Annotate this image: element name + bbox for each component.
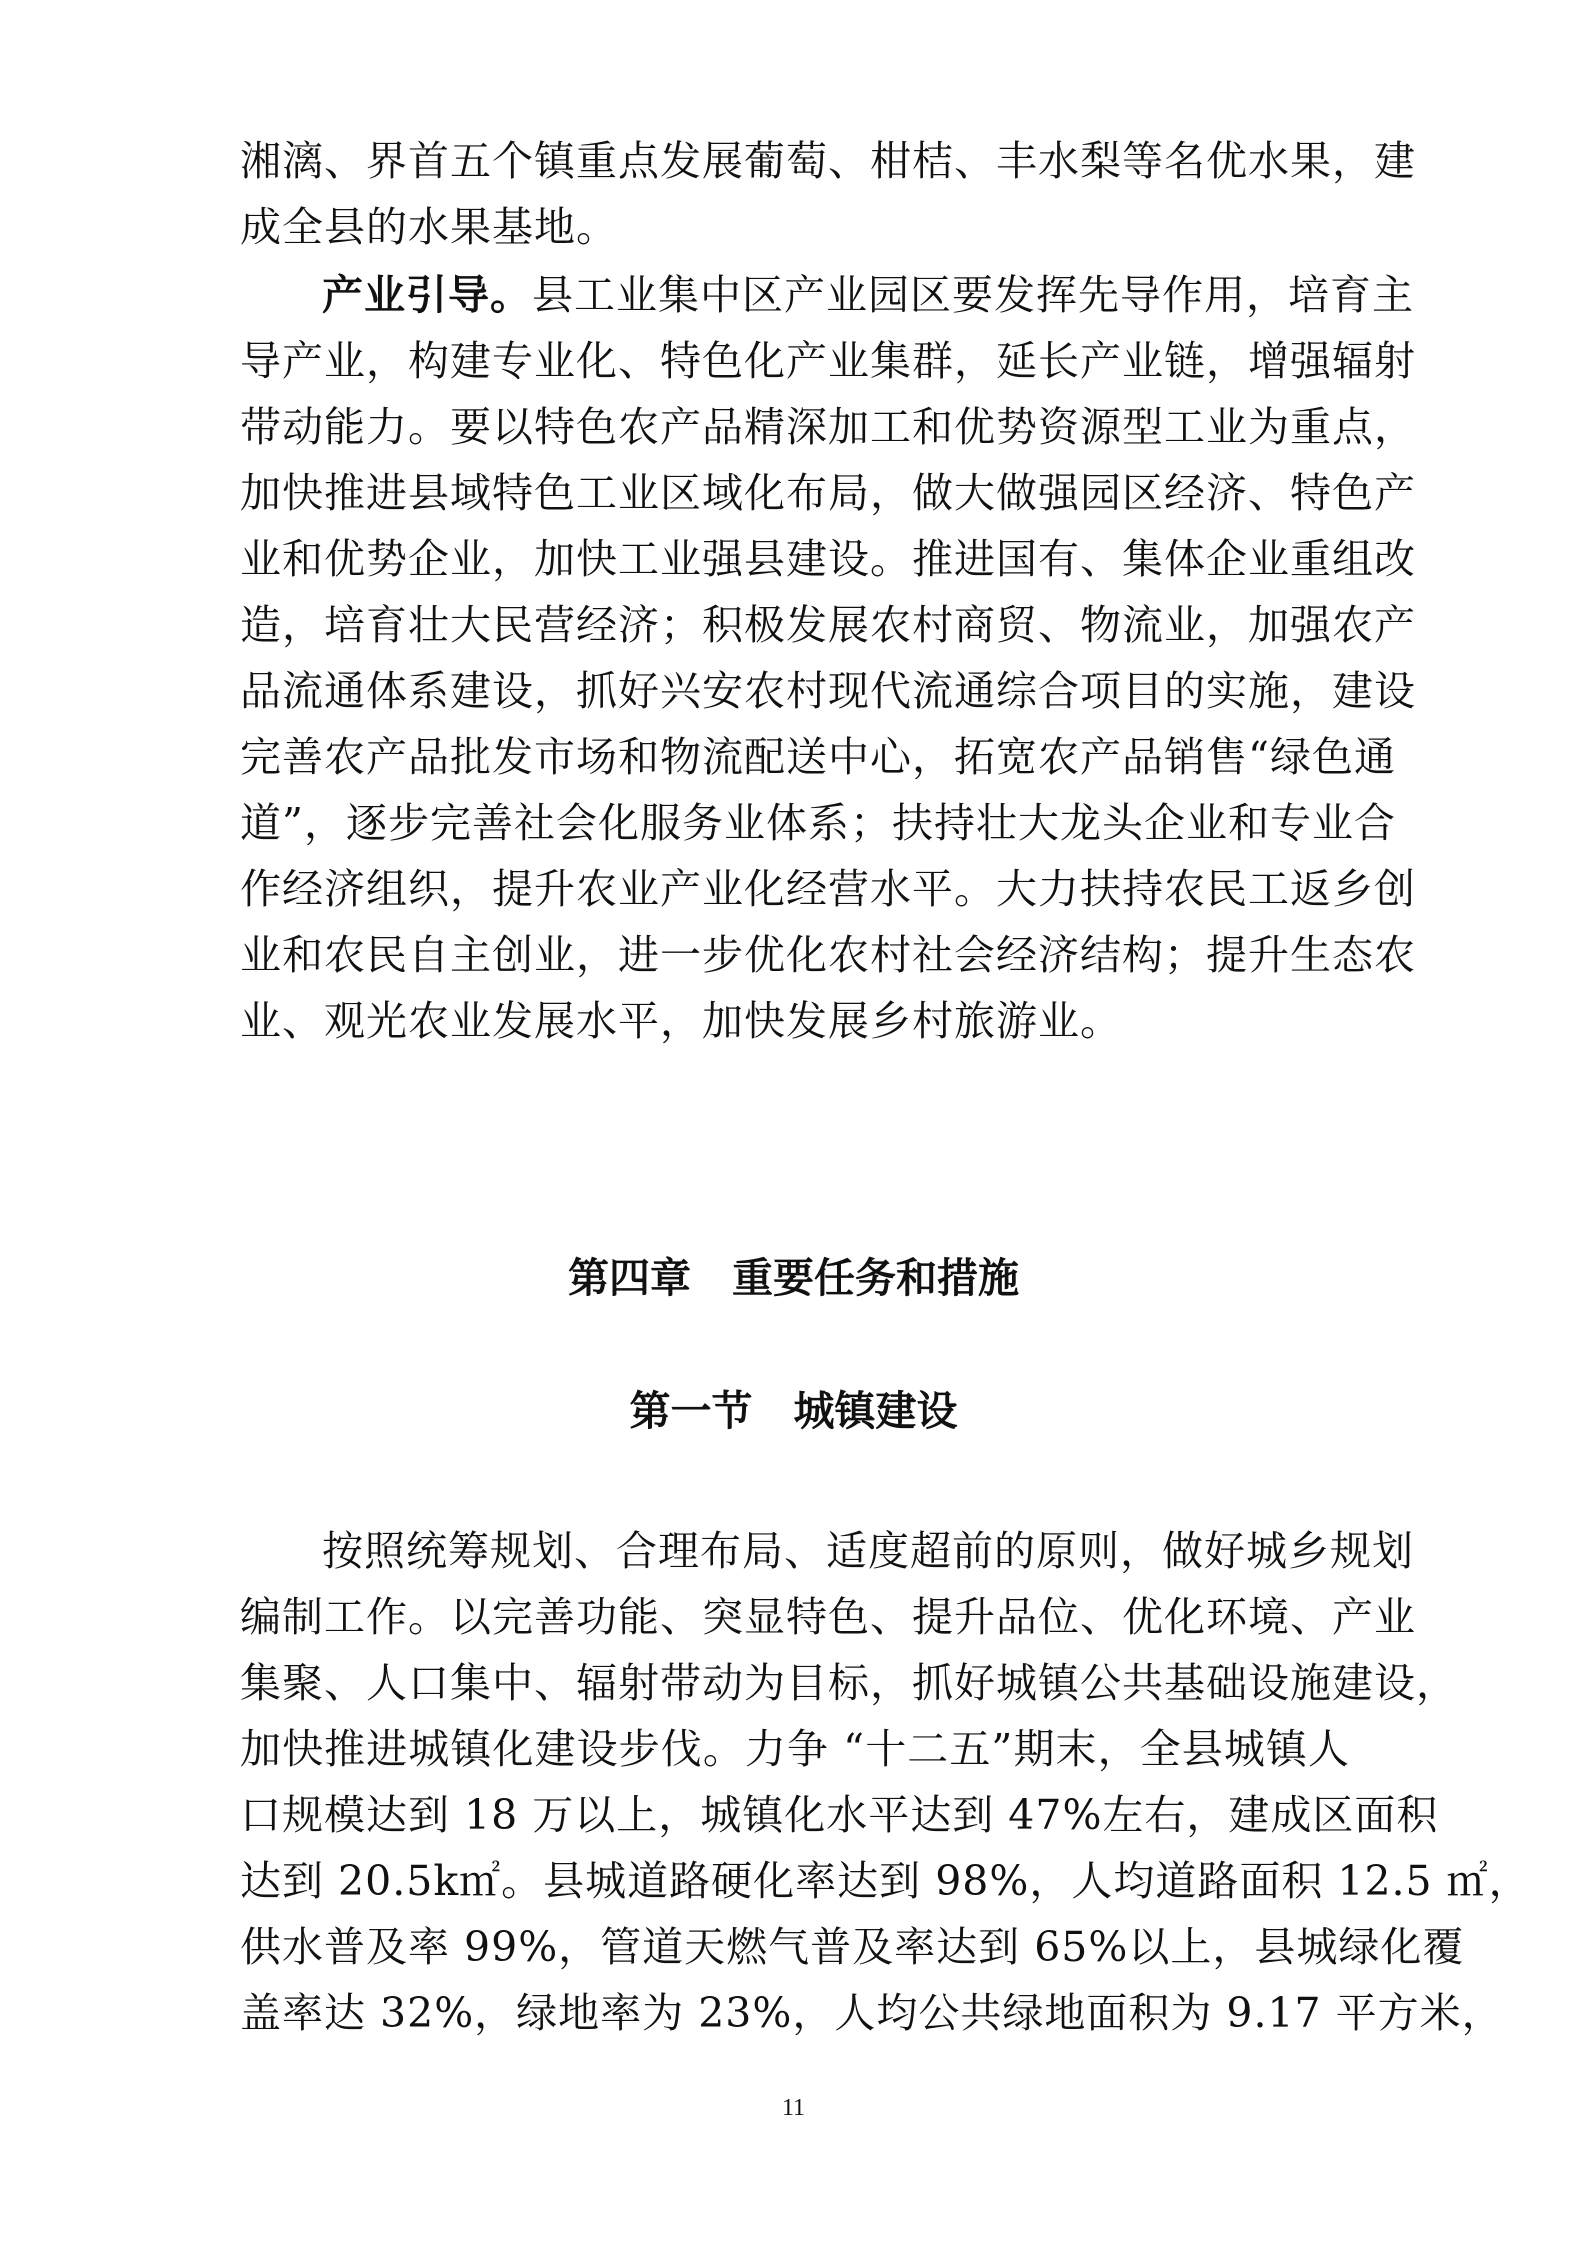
body-text-line: 带动能力。要以特色农产品精深加工和优势资源型工业为重点，: [240, 403, 1416, 451]
body-text-line: 完善农产品批发市场和物流配送中心，拓宽农产品销售“绿色通: [240, 733, 1396, 781]
body-text-line: 湘漓、界首五个镇重点发展葡萄、柑桔、丰水梨等名优水果，建: [240, 137, 1416, 185]
page-number: 11: [781, 2095, 806, 2121]
body-text-line: 品流通体系建设，抓好兴安农村现代流通综合项目的实施，建设: [240, 667, 1416, 715]
body-text-line: 供水普及率 99%，管道天燃气普及率达到 65%以上，县城绿化覆: [240, 1923, 1465, 1971]
body-text-line: 加快推进县域特色工业区域化布局，做大做强园区经济、特色产: [240, 469, 1416, 517]
body-text-line: 造，培育壮大民营经济；积极发展农村商贸、物流业，加强农产: [240, 601, 1416, 649]
body-text-line: 成全县的水果基地。: [240, 203, 618, 251]
body-text-line: 集聚、人口集中、辐射带动为目标，抓好城镇公共基础设施建设，: [240, 1659, 1458, 1707]
body-text-line: 口规模达到 18 万以上，城镇化水平达到 47%左右，建成区面积: [240, 1791, 1439, 1839]
body-text-line: 道”，逐步完善社会化服务业体系；扶持壮大龙头企业和专业合: [240, 799, 1396, 847]
body-text-line: 盖率达 32%，绿地率为 23%，人均公共绿地面积为 9.17 平方米，: [240, 1989, 1504, 2037]
paragraph-first-line: [322, 262, 1414, 328]
body-text-line: 导产业，构建专业化、特色化产业集群，延长产业链，增强辐射: [240, 337, 1416, 385]
body-text-line: 加快推进城镇化建设步伐。力争 “十二五”期末，全县城镇人: [240, 1725, 1350, 1773]
section-heading: 第一节 城镇建设: [629, 1387, 958, 1435]
paragraph-lead-bold: 产业引导。: [322, 271, 532, 319]
chapter-heading: 第四章 重要任务和措施: [568, 1254, 1019, 1302]
body-text-line: 业、观光农业发展水平，加快发展乡村旅游业。: [240, 997, 1122, 1045]
body-text-line: 业和农民自主创业，进一步优化农村社会经济结构；提升生态农: [240, 931, 1416, 979]
body-text-line: 业和优势企业，加快工业强县建设。推进国有、集体企业重组改: [240, 535, 1416, 583]
body-text-line: 作经济组织，提升农业产业化经营水平。大力扶持农民工返乡创: [240, 865, 1416, 913]
body-text-line: 按照统筹规划、合理布局、适度超前的原则，做好城乡规划: [322, 1527, 1414, 1575]
body-text-span: 县工业集中区产业园区要发挥先导作用，培育主: [532, 271, 1414, 319]
body-text-line: 编制工作。以完善功能、突显特色、提升品位、优化环境、产业: [240, 1593, 1416, 1641]
body-text-line: 达到 20.5k㎡。县城道路硬化率达到 98%，人均道路面积 12.5 ㎡，: [240, 1857, 1531, 1905]
